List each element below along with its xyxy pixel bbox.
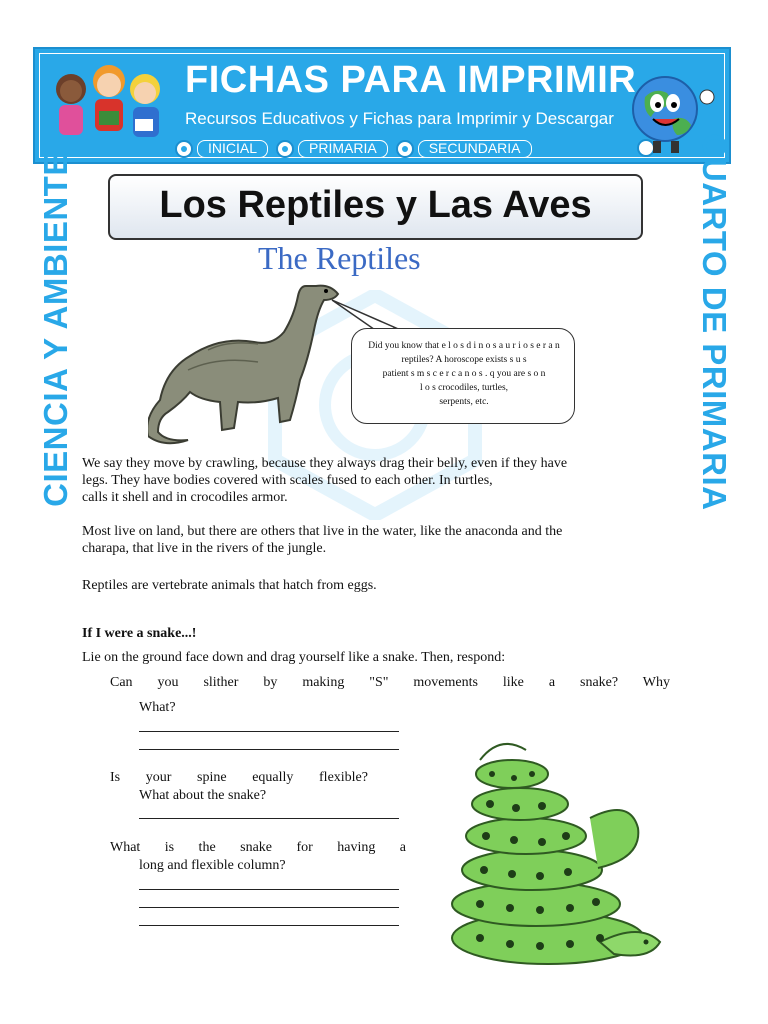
answer-line[interactable] [139, 818, 399, 819]
dinosaur-illustration-icon [148, 280, 348, 452]
nav-label-secundaria: SECUNDARIA [418, 140, 532, 158]
paragraph-movement [82, 455, 674, 506]
speech-bubble [351, 328, 575, 424]
question-2-continued: What about the snake? [139, 788, 267, 803]
question-3: What is the snake for having a [110, 840, 406, 855]
site-header [33, 47, 731, 164]
paragraph-habitat [82, 523, 674, 557]
speech-bubble-text [360, 339, 568, 409]
snake-illustration-icon [440, 738, 666, 972]
paragraph-line: We say they move by crawling, because they always drag their belly, even if they have [82, 456, 568, 471]
title-box [108, 174, 643, 240]
side-label-right: CUARTO DE PRIMARIA [696, 133, 733, 511]
nav-label-inicial: INICIAL [197, 140, 268, 158]
nav-label-primaria: PRIMARIA [298, 140, 388, 158]
section-heading: The Reptiles [258, 240, 421, 276]
bubble-line: reptiles? A horoscope exists s u s [401, 355, 527, 365]
answer-line[interactable] [139, 925, 399, 926]
paragraph-line: Most live on land, but there are others that live in the water, like the anaconda and the [82, 524, 563, 539]
question-2: Is your spine equally flexible? [110, 770, 368, 785]
paragraph-line: charapa, that live in the rivers of the jungle. [82, 541, 327, 556]
question-1: Can you slither by making "S" movements like a snake? Why [110, 675, 670, 690]
paragraph-line: calls it shell and in crocodiles armor. [82, 490, 288, 505]
nav-secundaria[interactable] [396, 140, 532, 158]
page-title: Los Reptiles y Las Aves [159, 184, 592, 226]
question-3-continued: long and flexible column? [139, 858, 286, 873]
site-subtitle: Recursos Educativos y Fichas para Imprimir y Descargar [185, 109, 614, 128]
kids-mascot-icon [49, 59, 169, 154]
nav-bullet-icon [175, 140, 193, 158]
bubble-line: serpents, etc. [439, 397, 489, 407]
answer-line[interactable] [139, 889, 399, 890]
nav-bullet-icon [396, 140, 414, 158]
nav-inicial[interactable] [175, 140, 268, 158]
activity-title: If I were a snake...! [82, 626, 197, 641]
answer-line[interactable] [139, 731, 399, 732]
activity-intro: Lie on the ground face down and drag yourself like a snake. Then, respond: [82, 650, 506, 665]
answer-line[interactable] [139, 749, 399, 750]
side-label-left: CIENCIA Y AMBIENTE [37, 153, 74, 507]
nav-bullet-icon [276, 140, 294, 158]
bubble-line: Did you know that e l o s d i n o s a u r i o s e r a n [368, 341, 560, 351]
paragraph-eggs: Reptiles are vertebrate animals that hatch from eggs. [82, 578, 377, 593]
header-nav [175, 139, 645, 159]
bubble-line: patient s m s c e r c a n o s . q you are s o n [382, 369, 546, 379]
nav-primaria[interactable] [276, 140, 388, 158]
paragraph-line: legs. They have bodies covered with scales fused to each other. In turtles, [82, 473, 493, 488]
question-1-continued: What? [139, 700, 176, 715]
answer-line[interactable] [139, 907, 399, 908]
bubble-line: l o s crocodiles, turtles, [419, 383, 509, 393]
site-title: FICHAS PARA IMPRIMIR [185, 59, 637, 101]
